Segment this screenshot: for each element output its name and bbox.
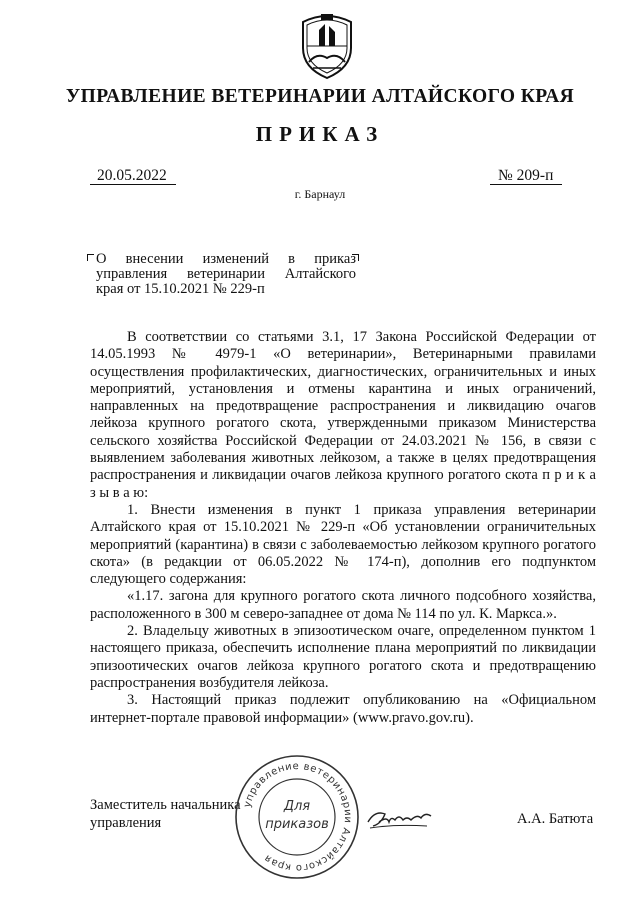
clause-3-paragraph: 3. Настоящий приказ подлежит опубликованию на «Официальном интернет-портале правовой информации» (www.pravo.gov.ru).: [90, 692, 596, 726]
clause-2-paragraph: 2. Владельцу животных в эпизоотическом очаге, определенном пунктом 1 настоящего приказа, обеспечить исполнение плана мероприятий по ликвидации эпизоотических очагов лейкоза крупного рогатого скота и предотвращению распространения возбудителя лейкоза.: [90, 623, 596, 691]
document-number: № 209-п: [498, 167, 554, 184]
handwritten-signature-icon: [365, 800, 437, 834]
coat-of-arms-icon: [295, 10, 359, 80]
stamp-center-line: приказов: [265, 817, 329, 832]
signatory-position-line: Заместитель начальника: [90, 797, 241, 813]
stamp-center-line: Для: [283, 799, 311, 814]
subject-block: [96, 252, 356, 297]
subclause-1-17-paragraph: «1.17. загона для крупного рогатого скота личного подсобного хозяйства, расположенного в 300 м северо-западнее от дома № 114 по ул. К. Маркса.».: [90, 588, 596, 622]
clause-1-paragraph: 1. Внести изменения в пункт 1 приказа управления ветеринарии Алтайского края от 15.10.2021 № 229-п «Об установлении ограничительных мероприятий (карантина) в связи с заболеваемостью лейкозом крупного рогатого скота» (в редакции от 06.05.2022 № 174-п), дополнив его подпунктом следующего содержания:: [90, 501, 596, 588]
city-label: г. Барнаул: [294, 187, 346, 201]
subject-line: О внесении изменений в приказ: [96, 251, 356, 267]
subject-bracket-left: [87, 254, 94, 261]
date-underline: [90, 184, 176, 185]
signatory-name: А.А. Батюта: [517, 811, 594, 827]
signatory-position: [90, 796, 241, 832]
subject-line: управления ветеринарии Алтайского: [96, 266, 356, 282]
number-underline: [490, 184, 562, 185]
signatory-position-line: управления: [90, 815, 162, 831]
subject-line: края от 15.10.2021 № 229-п: [96, 281, 265, 297]
preamble-paragraph: В соответствии со статьями 3.1, 17 Закона Российской Федерации от 14.05.1993 № 4979-1 «О ветеринарии», Ветеринарными правилами осуществления профилактических, диагностических, ограничительных и иных мероприятий, установления и отмены карантина и иных ограничений, направленных на предотвращение распространения и ликвидацию очагов лейкоза крупного рогатого скота, утвержденными приказом Министерства сельского хозяйства Российской Федерации от 24.03.2021 № 156, в связи с выявлением заболевания животных лейкозом, а также в целях предотвращения распространения и ликвидации очагов лейкоза крупного рогатого скота п р и к а з ы в а ю:: [90, 329, 596, 501]
organization-title: УПРАВЛЕНИЕ ВЕТЕРИНАРИИ АЛТАЙСКОГО КРАЯ: [65, 86, 575, 107]
document-body: [90, 329, 596, 727]
round-seal-icon: [232, 752, 362, 882]
document-type-title: ПРИКАЗ: [255, 122, 385, 146]
stamp-ring-text: управление ветеринарии Алтайского края: [241, 760, 354, 874]
document-date: 20.05.2022: [97, 167, 167, 184]
